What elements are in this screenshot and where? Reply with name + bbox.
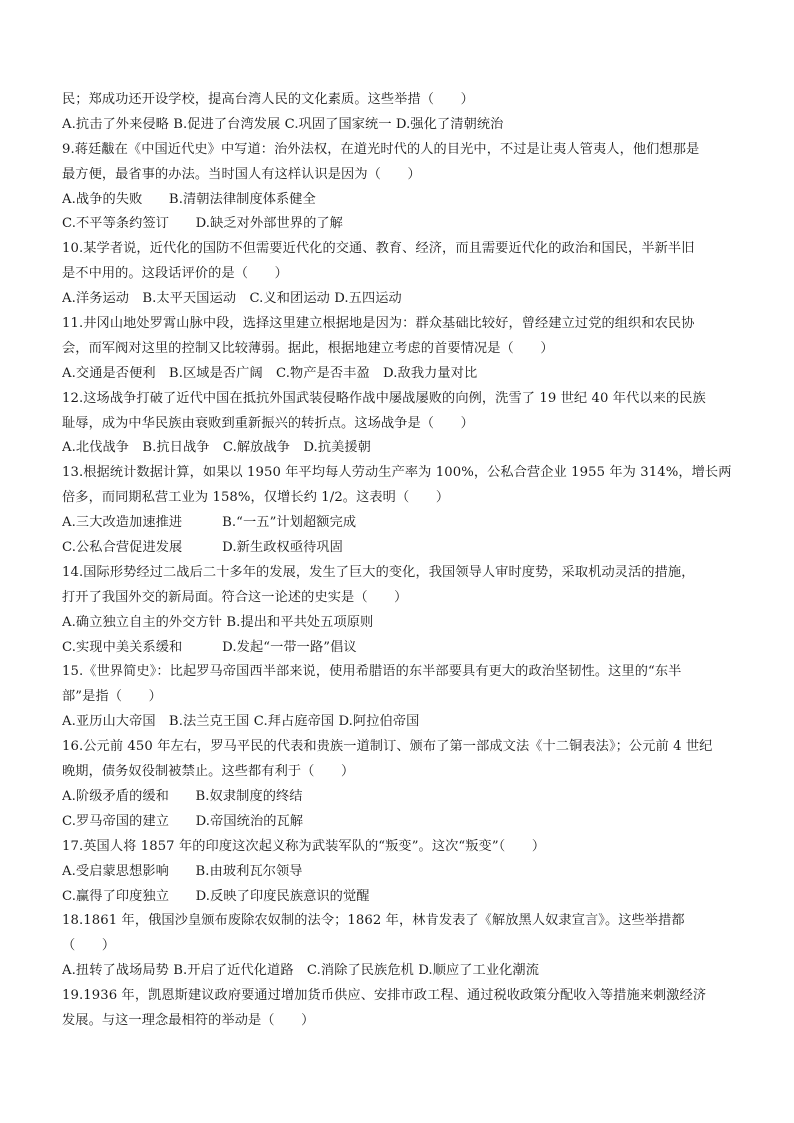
text-line-12: A.交通是否便利 B.区域是否广阔 C.物产是否丰盈 D.敌我力量对比 [62,365,478,381]
text-line-35: （ ） [62,938,116,954]
text-line-20: 14.国际形势经过二战后二十多年的发展，发生了巨大的变化，我国领导人审时度势，采取机动灵活的措施， [62,564,695,580]
text-line-3: 9.蒋廷黻在《中国近代史》中写道：治外法权，在道光时代的人的目光中，不过是让夷人管夷人，他们想那是 [62,141,700,157]
text-line-38: 发展。与这一理念最相符的举动是（ ） [62,1012,315,1028]
text-line-29: A.阶级矛盾的缓和 B.奴隶制度的终结 [62,788,303,804]
text-line-28: 晚期，债务奴役制被禁止。这些都有利于（ ） [62,764,355,780]
text-line-30: C.罗马帝国的建立 D.帝国统治的瓦解 [62,813,304,829]
exam-page [62,88,737,1034]
text-line-24: 15.《世界简史》：比起罗马帝国西半部来说，使用希腊语的东半部要具有更大的政治坚韧性。这里的“东半 [62,664,682,680]
text-line-1: 民；郑成功还开设学校，提高台湾人民的文化素质。这些举措（ ） [62,92,474,107]
text-line-17: 倍多，而同期私营工业为 158%，仅增长约 1/2。这表明（ ） [62,490,450,506]
text-line-32: A.受启蒙思想影响 B.由玻利瓦尔领导 [62,863,303,879]
text-line-31: 17.英国人将 1857 年的印度这次起义称为武装军队的“叛变”。这次“叛变”（ ） [62,838,546,854]
text-line-25: 部”是指（ ） [62,689,162,705]
text-line-34: 18.1861 年，俄国沙皇颁布废除农奴制的法令；1862 年，林肯发表了《解放黑人奴隶宣言》。这些举措都 [62,913,685,929]
text-line-11: 会，而军阀对这里的控制又比较薄弱。据此，根据地建立考虑的首要情况是（ ） [62,340,554,356]
text-line-26: A.亚历山大帝国 B.法兰克王国 C.拜占庭帝国 D.阿拉伯帝国 [62,714,420,730]
text-line-2: A.抗击了外来侵略 B.促进了台湾发展 C.巩固了国家统一 D.强化了清朝统治 [62,116,504,132]
text-line-23: C.实现中美关系缓和 D.发起“一带一路”倡议 [62,639,357,655]
text-line-22: A.确立独立自主的外交方针 B.提出和平共处五项原则 [62,614,374,630]
text-line-14: 耻辱，成为中华民族由衰败到重新振兴的转折点。这场战争是（ ） [62,415,474,431]
text-line-5: A.战争的失败 B.清朝法律制度体系健全 [62,191,316,207]
text-line-9: A.洋务运动 B.太平天国运动 C.义和团运动 D.五四运动 [62,291,402,307]
text-line-33: C.赢得了印度独立 D.反映了印度民族意识的觉醒 [62,888,370,904]
text-line-10: 11.井冈山地处罗霄山脉中段，选择这里建立根据地是因为：群众基础比较好，曾经建立过党的组织和农民协 [62,316,695,332]
text-line-8: 是不中用的。这段话评价的是（ ） [62,266,288,282]
text-line-37: 19.1936 年，凯恩斯建议政府要通过增加货币供应、安排市政工程、通过税收政策分配收入等措施来刺激经济 [62,988,707,1004]
text-line-7: 10.某学者说，近代化的国防不但需要近代化的交通、教育、经济，而且需要近代化的政治和国民，半新半旧 [62,241,695,257]
text-line-6: C.不平等条约签订 D.缺乏对外部世界的了解 [62,216,343,232]
text-line-4: 最方便，最省事的办法。当时国人有这样认识是因为（ ） [62,166,421,182]
text-line-15: A.北伐战争 B.抗日战争 C.解放战争 D.抗美援朝 [62,440,371,456]
text-line-18: A.三大改造加速推进 B.“一五”计划超额完成 [62,515,357,531]
text-line-21: 打开了我国外交的新局面。符合这一论述的史实是（ ） [62,589,408,605]
text-line-27: 16.公元前 450 年左右，罗马平民的代表和贵族一道制订、颁布了第一部成文法《十二铜表法》；公元前 4 世纪 [62,739,713,755]
text-line-36: A.扭转了战场局势 B.开启了近代化道路 C.消除了民族危机 D.顺应了工业化潮流 [62,963,539,979]
text-line-19: C.公私合营促进发展 D.新生政权亟待巩固 [62,540,343,556]
text-line-13: 12.这场战争打破了近代中国在抵抗外国武装侵略作战中屡战屡败的向例，洗雪了 19 世纪 40 年代以来的民族 [62,390,706,406]
text-line-16: 13.根据统计数据计算，如果以 1950 年平均每人劳动生产率为 100%，公私合营企业 1955 年为 314%，增长两 [62,465,732,481]
